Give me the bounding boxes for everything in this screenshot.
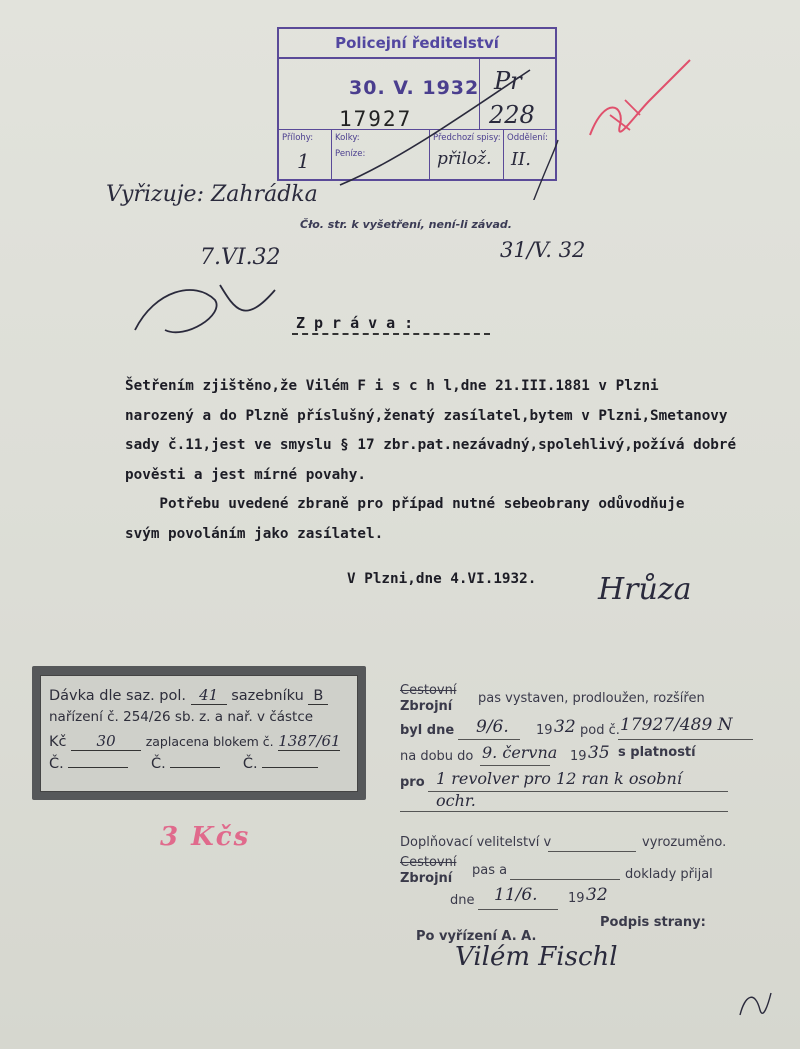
- handwritten-assignee: Vyřizuje: Zahrádka: [106, 182, 318, 207]
- form-pro-text2: ochr.: [436, 791, 476, 810]
- report-line: pověsti a jest mírné povahy.: [125, 466, 367, 483]
- report-line: narozený a do Plzně příslušný,ženatý zasílatel,bytem v Plzni,Smetanovy: [125, 407, 728, 424]
- form-rok3-pre: 19: [568, 891, 585, 906]
- report-signature: Hrůza: [598, 572, 692, 607]
- stamp-hand-prilohy: 1: [297, 149, 310, 173]
- report-line: Potřebu uvedené zbraně pro případ nutné sebeobrany odůvodňuje: [125, 496, 685, 512]
- form-den: 9/6.: [476, 717, 509, 737]
- form-dopl: Doplňovací velitelství v: [400, 835, 552, 850]
- form-cestovni2: Cestovní: [400, 855, 457, 870]
- form-rok1: 32: [554, 717, 576, 737]
- form-vyrozumeno: vyrozuměno.: [642, 835, 727, 850]
- form-rok3: 32: [586, 885, 608, 905]
- investigation-instruction: Čło. str. k vyšetření, není-li závad.: [300, 218, 512, 231]
- label-kolky: Kolky:: [335, 133, 360, 143]
- handwritten-initials-icon: [125, 270, 295, 350]
- stamp-scribble: [330, 60, 560, 200]
- fee-sazebnik: B: [308, 688, 328, 705]
- form-byl-dne: byl dne: [400, 723, 455, 738]
- form-pro-text: 1 revolver pro 12 ran k osobní: [436, 769, 682, 788]
- label-oddeleni: Oddělení:: [507, 133, 548, 143]
- fee-block: 1387/61: [278, 732, 341, 750]
- report-body: [125, 372, 745, 549]
- form-dne-val: 11/6.: [494, 885, 538, 905]
- stamp-hand-ref: 228: [489, 101, 535, 129]
- form-zbrojni: Zbrojní: [400, 699, 453, 714]
- form-pro: pro: [400, 775, 425, 790]
- form-rok2-pre: 19: [570, 749, 587, 764]
- handwritten-right-date: 31/V. 32: [500, 238, 586, 262]
- stamp-hand-oddeleni: II.: [511, 149, 531, 170]
- report-line: Šetřením zjištěno,že Vilém F i s c h l,dne 21.III.1881 v Plzni: [125, 378, 659, 394]
- label-penize: Peníze:: [335, 149, 366, 159]
- stamp-number: 17927: [339, 107, 413, 131]
- report-title: Zpráva:: [296, 314, 423, 332]
- pink-fee-mark: 3 Kčs: [160, 822, 251, 852]
- stamp-date: 30. V. 1932: [349, 77, 480, 99]
- form-rok1-pre: 19: [536, 723, 553, 738]
- form-pod-c: pod č.: [580, 723, 620, 738]
- report-line: svým povoláním jako zasílatel.: [125, 525, 384, 542]
- red-pencil-mark: [580, 55, 700, 155]
- fee-sazebnik-label: sazebníku: [231, 688, 304, 704]
- form-pas-text: pas vystaven, prodloužen, rozšířen: [478, 691, 705, 706]
- fee-kc-label: Kč: [49, 734, 67, 750]
- form-rok2: 35: [588, 743, 610, 763]
- report-place-date: V Plzni,dne 4.VI.1932.: [347, 571, 537, 587]
- stamp-hand-prefix: Pr: [494, 67, 522, 95]
- fee-c-label: Č.: [150, 756, 166, 772]
- fee-pol: 41: [191, 686, 227, 705]
- fee-c-label: Č.: [242, 756, 258, 772]
- title-underline: [292, 333, 490, 335]
- fee-line2: nařízení č. 254/26 sb. z. a nař. v částce: [49, 709, 314, 725]
- fee-c-label: Č.: [49, 756, 64, 772]
- handwritten-date: 7.VI.32: [200, 245, 281, 270]
- form-po-vyrizeni: Po vyřízení A. A.: [416, 929, 537, 944]
- corner-initials-icon: [735, 985, 775, 1025]
- bleed-through-text: [610, 280, 613, 290]
- fee-line1: Dávka dle saz. pol.: [49, 688, 187, 704]
- fee-stamp: [32, 666, 366, 800]
- form-zbrojni2: Zbrojní: [400, 871, 453, 886]
- fee-paid-label: zaplacena blokem č.: [145, 734, 274, 749]
- form-cestovni: Cestovní: [400, 683, 457, 698]
- form-podpis: Podpis strany:: [600, 915, 706, 930]
- stamp-title: Policejní ředitelství: [279, 29, 555, 59]
- form-pas-a: pas a: [472, 863, 508, 878]
- report-line: sady č.11,jest ve smyslu § 17 zbr.pat.nezávadný,spolehlivý,požívá dobré: [125, 437, 737, 453]
- form-na-dobu: na dobu do: [400, 749, 474, 764]
- party-signature: Vilém Fischl: [455, 942, 618, 972]
- stamp-hand-spisy: přilož.: [437, 149, 492, 169]
- label-prilohy: Přílohy:: [282, 133, 314, 143]
- form-dne: dne: [450, 893, 475, 908]
- fee-kc: 30: [71, 732, 141, 751]
- form-doklady: doklady přijal: [625, 867, 713, 882]
- label-spisy: Předchozí spisy:: [433, 133, 501, 143]
- form-cislo: 17927/489 N: [620, 715, 733, 735]
- form-doba: 9. června: [482, 743, 558, 762]
- form-platnosti: s platností: [618, 745, 696, 760]
